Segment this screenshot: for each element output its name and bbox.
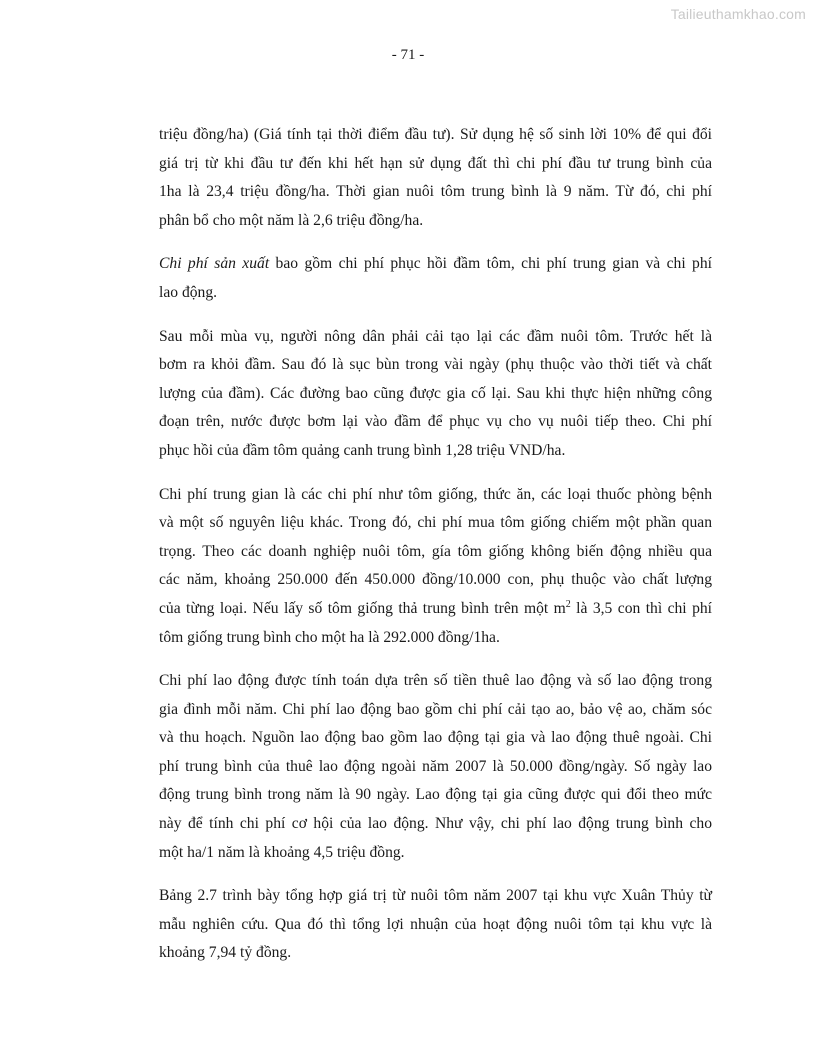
text-line: phân bổ cho một năm là 2,6 triệu đồng/ha. <box>159 211 424 229</box>
text-line: gia đình mỗi năm. Chi phí lao động bao gồm chi phí cải tạo ao, bảo vệ ao, chăm sóc <box>159 700 712 718</box>
text-line: các năm, khoảng 250.000 đến 450.000 đồng/10.000 con, phụ thuộc vào chất lượng <box>159 571 712 589</box>
text-line: động trung bình trong năm là 90 ngày. Lao động tại gia cũng được qui đổi theo mức <box>159 786 712 804</box>
text-line: và thu hoạch. Nguồn lao động bao gồm lao động tại gia và lao động thuê ngoài. Chi <box>159 729 712 747</box>
document-body <box>159 121 712 983</box>
italic-term: Chi phí sản xuất <box>159 255 270 273</box>
text-line: Chi phí lao động được tính toán dựa trên số tiền thuê lao động và số lao động trong <box>159 672 712 690</box>
text-line: tôm giống trung bình cho một ha là 292.000 đồng/1ha. <box>159 628 500 646</box>
text-line: lượng của đầm). Các đường bao cũng được gia cố lại. Sau khi thực hiện những công <box>159 384 712 402</box>
superscript: 2 <box>565 598 571 610</box>
text-line: lao động. <box>159 283 218 301</box>
text-run: của từng loại. Nếu lấy số tôm giống thả trung bình trên một m <box>159 599 566 617</box>
page-number: - 71 - <box>391 47 425 63</box>
text-line: 1ha là 23,4 triệu đồng/ha. Thời gian nuôi tôm trung bình là 9 năm. Từ đó, chi phí <box>159 183 712 201</box>
text-line <box>159 595 712 624</box>
paragraph-production-cost <box>159 250 712 307</box>
text-line: giá trị từ khi đầu tư đến khi hết hạn sử dụng đất thì chi phí đầu tư trung bình của <box>159 154 712 172</box>
text-line: Chi phí trung gian là các chi phí như tôm giống, thức ăn, các loại thuốc phòng bệnh <box>159 485 712 503</box>
paragraph-summary-table-ref <box>159 882 712 968</box>
text-line: này để tính chi phí cơ hội của lao động. Như vậy, chi phí lao động trung bình cho <box>159 815 712 833</box>
text-line: đoạn trên, nước được bơm lại vào đầm để phục vụ cho vụ nuôi tiếp theo. Chi phí <box>159 413 712 431</box>
text-line: trọng. Theo các doanh nghiệp nuôi tôm, gía tôm giống không biến động nhiều qua <box>159 542 712 560</box>
paragraph-pond-restoration <box>159 323 712 466</box>
text-line: Bảng 2.7 trình bày tổng hợp giá trị từ nuôi tôm năm 2007 tại khu vực Xuân Thủy từ <box>159 887 712 905</box>
text-line: Sau mỗi mùa vụ, người nông dân phải cải tạo lại các đầm nuôi tôm. Trước hết là <box>159 327 712 345</box>
text-line: phí trung bình của thuê lao động ngoài năm 2007 là 50.000 đồng/ngày. Số ngày lao <box>159 757 712 775</box>
paragraph-labor-cost <box>159 667 712 867</box>
text-line: khoảng 7,94 tỷ đồng. <box>159 944 292 962</box>
text-line: một ha/1 năm là khoảng 4,5 triệu đồng. <box>159 843 405 861</box>
text-line <box>159 250 712 279</box>
text-run: là 3,5 con thì chi phí <box>570 599 712 617</box>
text-line: bơm ra khỏi đầm. Sau đó là sục bùn trong vài ngày (phụ thuộc vào thời tiết và chất <box>159 356 712 374</box>
text-line: triệu đồng/ha) (Giá tính tại thời điểm đầu tư). Sử dụng hệ số sinh lời 10% để qui đổi <box>159 126 712 143</box>
text-run: bao gồm chi phí phục hồi đầm tôm, chi phí trung gian và chi phí <box>269 255 712 273</box>
watermark: Tailieuthamkhao.com <box>670 6 806 22</box>
paragraph-investment-cost <box>159 121 712 235</box>
text-line: phục hồi của đầm tôm quảng canh trung bình 1,28 triệu VND/ha. <box>159 441 566 459</box>
paragraph-intermediate-cost <box>159 481 712 653</box>
text-line: và một số nguyên liệu khác. Trong đó, chi phí mua tôm giống chiếm một phần quan <box>159 514 712 532</box>
text-line: mẫu nghiên cứu. Qua đó thì tổng lợi nhuận của hoạt động nuôi tôm tại khu vực là <box>159 915 712 933</box>
